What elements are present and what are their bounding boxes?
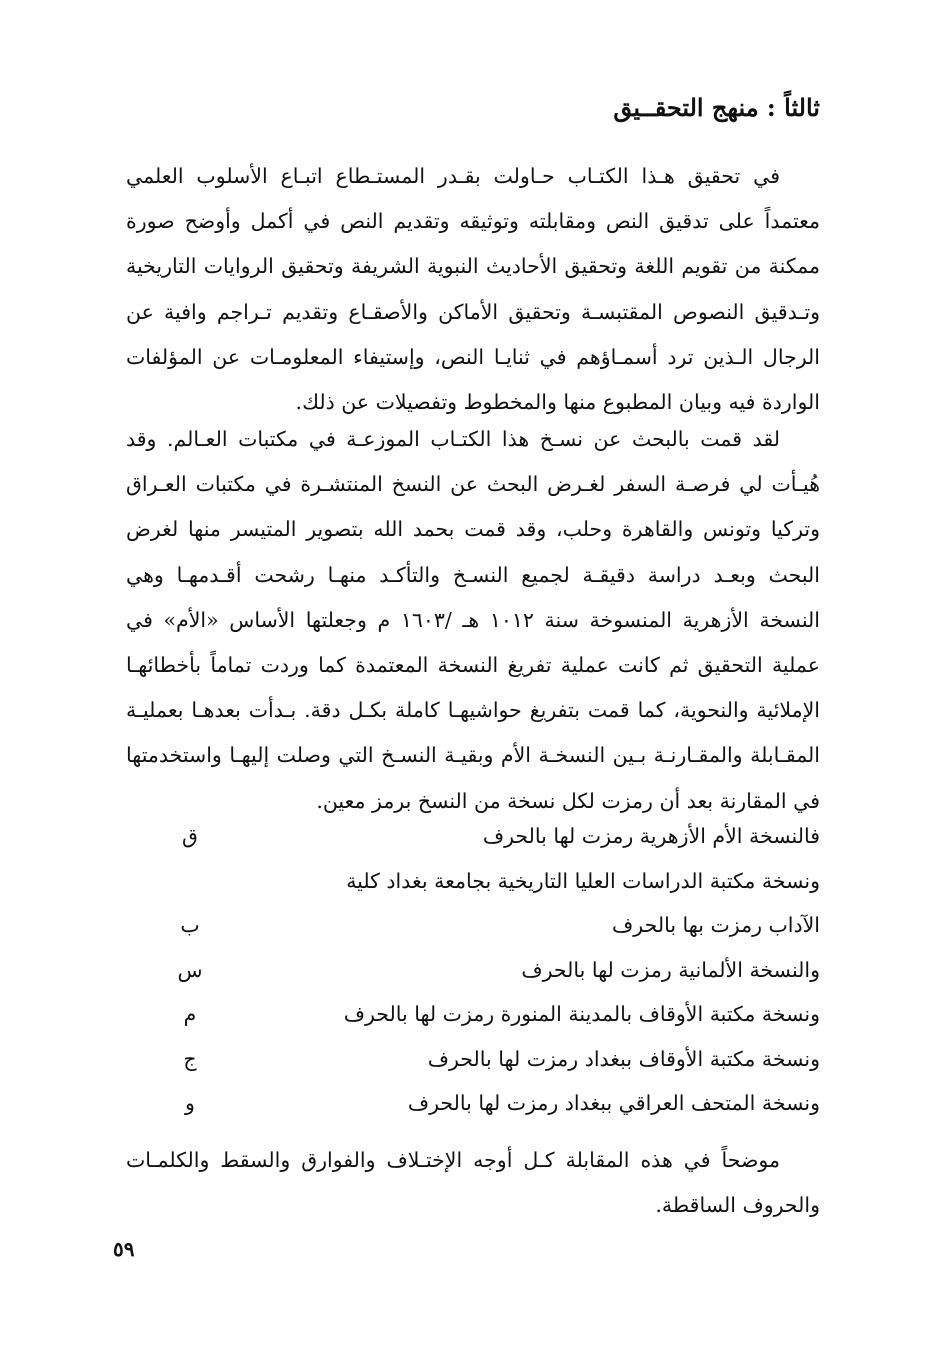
manuscript-symbol: و: [185, 1091, 195, 1115]
manuscript-symbol-row: [126, 992, 820, 1037]
paragraph-manuscripts-search: [126, 417, 820, 824]
manuscript-description: والنسخة الألمانية رمزت لها بالحرف: [521, 957, 820, 982]
manuscript-symbol-row: [126, 1081, 820, 1126]
manuscript-description: ونسخة مكتبة الأوقاف ببغداد رمزت لها بالحرف: [427, 1046, 820, 1071]
paragraph-text: موضحاً في هذه المقابلة كـل أوجه الإختـلاف والفوارق والسقط والكلمـات والحروف الساقطة.: [126, 1148, 820, 1218]
manuscript-description: ونسخة المتحف العراقي ببغداد رمزت لها بالحرف: [407, 1091, 820, 1115]
manuscript-description: ونسخة مكتبة الأوقاف بالمدينة المنورة رمزت لها بالحرف: [343, 1002, 820, 1026]
manuscript-symbol: ب: [180, 913, 200, 937]
manuscript-symbol: ج: [183, 1046, 197, 1071]
paragraph-comparison-note: [126, 1138, 820, 1228]
manuscript-symbol-row: [126, 814, 820, 859]
paragraph-text: في تحقيق هـذا الكتـاب حـاولت بقـدر المستـطاع اتبـاع الأسلوب العلمي معتمداً على تدقيق النص ومقابلته وتوثيقه وتقديم النص في أكمل وأوضح صورة ممكنة من تقويم اللغة وتحقيق الأحاديث النبوية الشريفة وتحقيق الروايات التاريخية وتـدقيق النصوص المقتبسـة وتحقيق الأماكن والأصقـاع وتقديم تـراجم وافية عن الرجال الـذين ترد أسمـاؤهم في ثنايـا النص، وإستيفاء المعلومـات عن المؤلفات الواردة فيه وبيان المطبوع منها والمخطوط وتفصيلات عن ذلك.: [126, 164, 820, 415]
page-number: ٥٩: [113, 1237, 135, 1261]
manuscript-symbol-row: [126, 948, 820, 993]
section-heading: ثالثاً : منهج التحقــيق: [613, 93, 820, 122]
manuscript-symbols-list: [126, 814, 820, 1126]
manuscript-symbol: م: [183, 1002, 197, 1026]
paragraph-methodology: [126, 154, 820, 425]
paragraph-text: لقد قمت بالبحث عن نسـخ هذا الكتـاب الموزعـة في مكتبات العـالم. وقد هُيـأت لي فرصـة السفر لغـرض البحث عن النسخ المنتشـرة في مكتبات العـراق وتركيا وتونس والقاهرة وحلب، وقد قمت بحمد الله بتصوير المتيسر منها لغرض البحث وبعـد دراسة دقيقـة لجميع النسـخ والتأكـد منهـا رشحت أقـدمهـا وهي النسخة الأزهرية المنسوخة سنة ١٠١٢ هـ /١٦٠٣ م وجعلتها الأساس «الأم» في عملية التحقيق ثم كانت عملية تفريغ النسخة المعتمدة كما وردت تماماً بأخطائهـا الإملائية والنحوية، كما قمت بتفريغ حواشيهـا كاملة بكـل دقة. بـدأت بعدهـا بعمليـة المقـابلة والمقـارنـة بـين النسخـة الأم وبقيـة النسـخ التي وصلت إليهـا واستخدمتها في المقارنة بعد أن رمزت لكل نسخة من النسخ برمز معين.: [126, 427, 820, 813]
manuscript-symbol: س: [177, 957, 203, 982]
manuscript-symbol-row: [126, 1037, 820, 1082]
manuscript-description: فالنسخة الأم الأزهرية رمزت لها بالحرف: [482, 824, 820, 848]
manuscript-symbol: ق: [182, 824, 198, 848]
manuscript-description: ونسخة مكتبة الدراسات العليا التاريخية بجامعة بغداد كلية الآداب رمزت بها بالحرف: [346, 868, 820, 937]
manuscript-symbol-row: [126, 859, 820, 948]
